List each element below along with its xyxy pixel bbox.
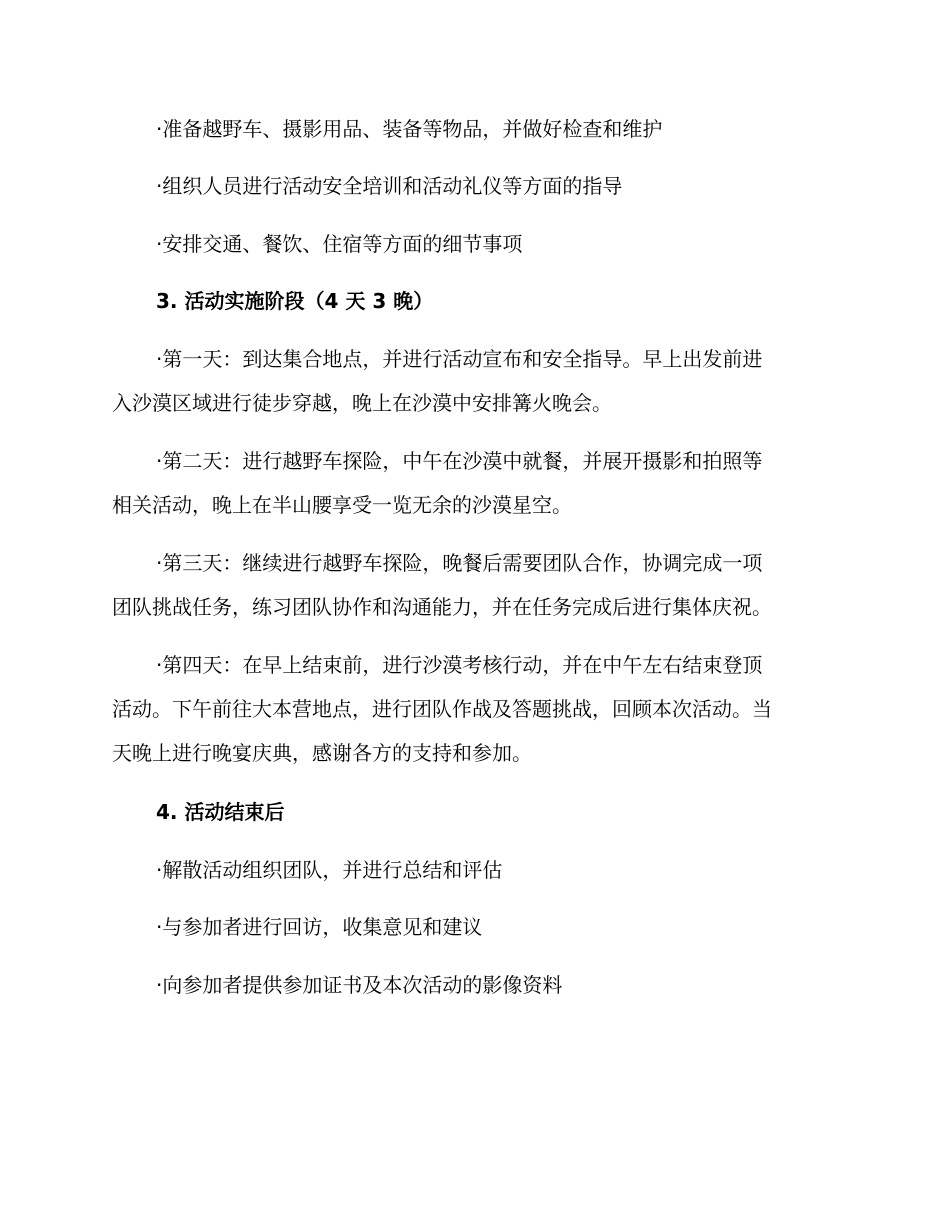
day1-line2: 入沙漠区域进行徒步穿越，晚上在沙漠中安排篝火晚会。: [112, 391, 612, 415]
after-item-summary: ·解散活动组织团队，并进行总结和评估: [156, 858, 503, 882]
prep-item-logistics: ·安排交通、餐饮、住宿等方面的细节事项: [156, 232, 523, 256]
day3-line1: ·第三天：继续进行越野车探险，晚餐后需要团队合作，协调完成一项: [156, 551, 763, 575]
day2-line2: 相关活动，晚上在半山腰享受一览无余的沙漠星空。: [112, 493, 572, 517]
prep-item-vehicles: ·准备越野车、摄影用品、装备等物品，并做好检查和维护: [156, 117, 663, 141]
day1-line1: ·第一天：到达集合地点，并进行活动宣布和安全指导。早上出发前进: [156, 347, 763, 371]
after-item-certificate: ·向参加者提供参加证书及本次活动的影像资料: [156, 973, 563, 997]
day2-line1: ·第二天：进行越野车探险，中午在沙漠中就餐，并展开摄影和拍照等: [156, 449, 763, 473]
day4-line3: 天晚上进行晚宴庆典，感谢各方的支持和参加。: [112, 741, 532, 765]
section-4-heading: 4. 活动结束后: [156, 800, 285, 824]
prep-item-training: ·组织人员进行活动安全培训和活动礼仪等方面的指导: [156, 174, 623, 198]
section-3-heading: 3. 活动实施阶段（4 天 3 晚）: [156, 289, 434, 313]
day4-line1: ·第四天：在早上结束前，进行沙漠考核行动，并在中午左右结束登顶: [156, 653, 763, 677]
after-item-followup: ·与参加者进行回访，收集意见和建议: [156, 915, 483, 939]
day3-line2: 团队挑战任务，练习团队协作和沟通能力，并在任务完成后进行集体庆祝。: [112, 595, 772, 619]
day4-line2: 活动。下午前往大本营地点，进行团队作战及答题挑战，回顾本次活动。当: [112, 697, 772, 721]
